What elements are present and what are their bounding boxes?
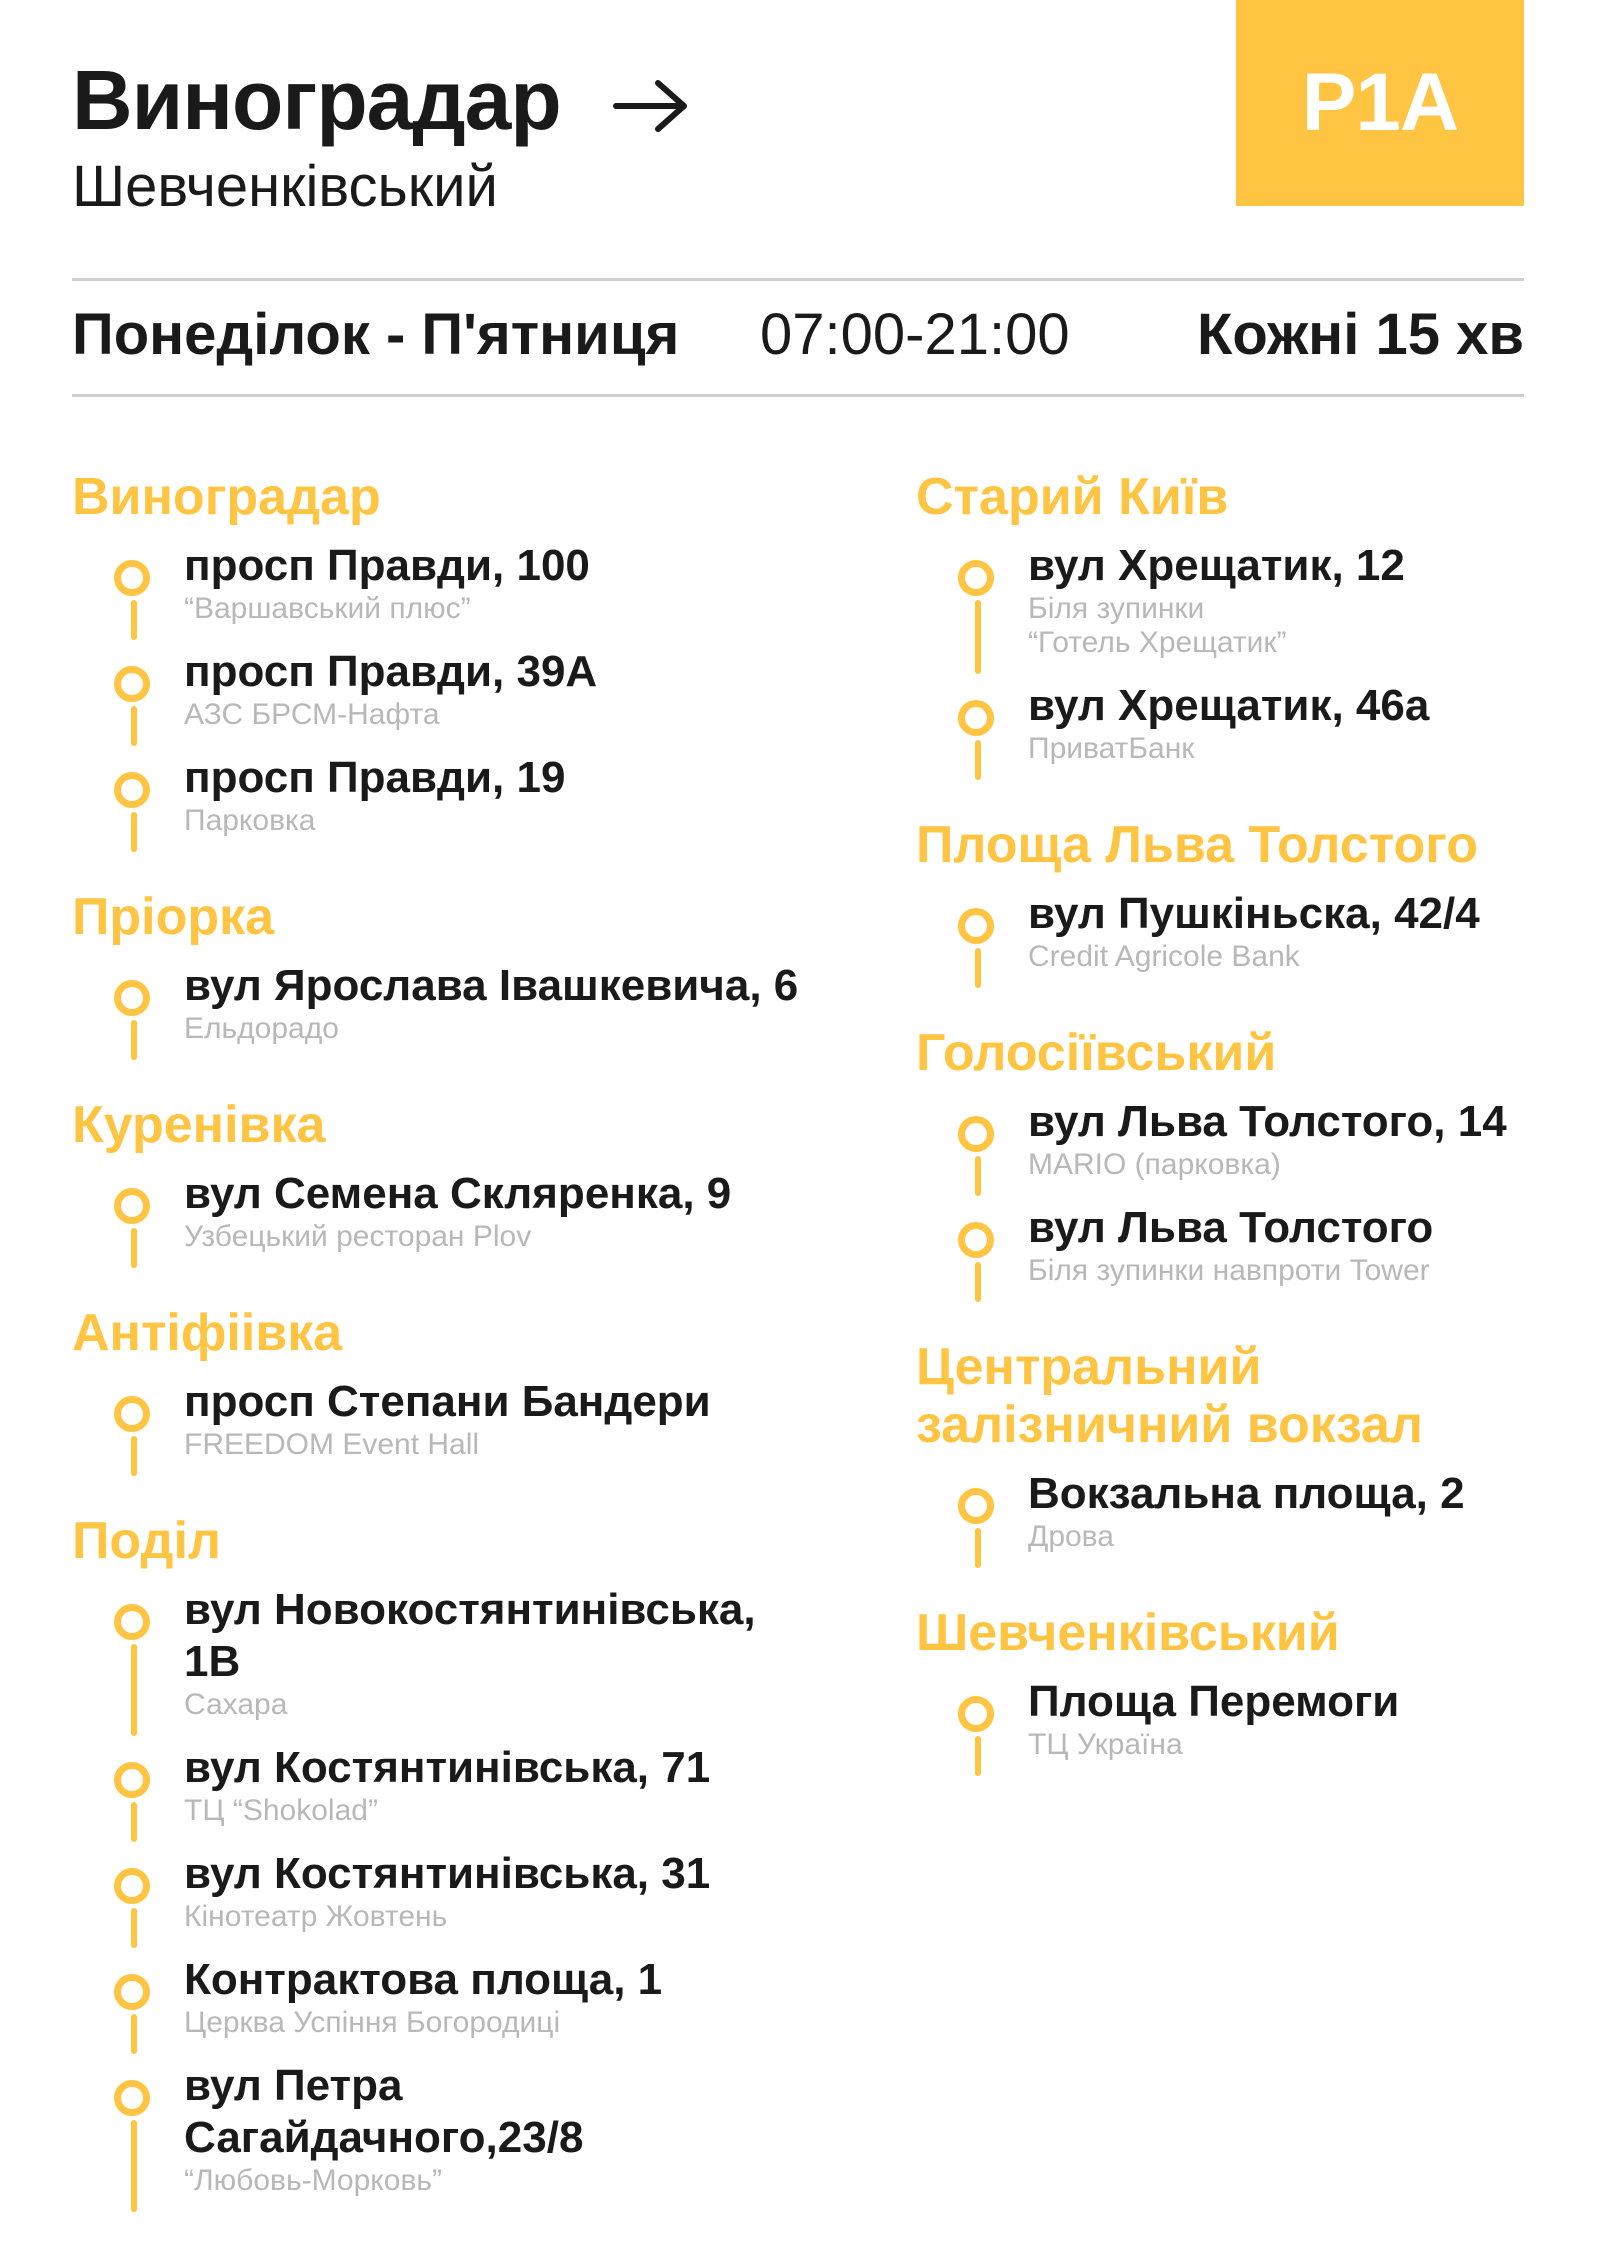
stop-item [916, 540, 1600, 680]
stop-landmark: “Варшавський плюс” [184, 592, 471, 625]
route-line [131, 1802, 137, 1842]
stop-address: вул Семена Скляренка, 9 [184, 1169, 732, 1218]
stop-marker-icon [114, 2080, 150, 2116]
stop-item [72, 1742, 812, 1848]
district-heading: Пріорка [72, 888, 275, 946]
stop-address: просп Правди, 19 [184, 753, 566, 802]
district-group [72, 1512, 812, 2218]
stop-list [916, 1096, 1600, 1308]
district-group [916, 1338, 1600, 1574]
stop-marker-icon [114, 666, 150, 702]
stop-address: вул Петра Сагайдачного,23/8 [184, 2061, 584, 2162]
stop-marker-icon [114, 772, 150, 808]
right-stop-column [916, 468, 1600, 1812]
stop-list [916, 540, 1600, 786]
stop-item [72, 646, 812, 752]
route-code: Р1А [1301, 57, 1459, 148]
stop-landmark: Ельдорадо [184, 1012, 339, 1045]
route-line [131, 1020, 137, 1060]
stop-address: Площа Перемоги [1028, 1677, 1400, 1726]
stop-address: Вокзальна площа, 2 [1028, 1469, 1465, 1518]
district-heading: Поділ [72, 1512, 221, 1570]
route-line [131, 1908, 137, 1948]
district-group [916, 1024, 1600, 1308]
stop-item [916, 680, 1600, 786]
stop-landmark: “Любовь-Морковь” [184, 2164, 443, 2197]
left-stop-column [72, 468, 812, 2248]
district-heading: Центральний залізничний вокзал [916, 1338, 1423, 1454]
route-origin: Виноградар [72, 53, 561, 147]
stop-list [72, 960, 812, 1066]
stop-landmark: Біля зупинки “Готель Хрещатик” [1028, 592, 1287, 659]
stop-marker-icon [958, 700, 994, 736]
route-line [131, 2120, 137, 2212]
stop-address: вул Костянтинівська, 31 [184, 1849, 711, 1898]
route-line [131, 1228, 137, 1268]
route-line [975, 1528, 981, 1568]
district-group [916, 468, 1600, 786]
stop-item [916, 888, 1600, 994]
route-line [975, 1156, 981, 1196]
stop-list [72, 1584, 812, 2218]
stop-marker-icon [114, 560, 150, 596]
stop-list [916, 1468, 1600, 1574]
stop-marker-icon [114, 1762, 150, 1798]
district-group [916, 1604, 1600, 1782]
route-line [131, 2014, 137, 2054]
stop-item [72, 540, 812, 646]
stop-landmark: Кінотеатр Жовтень [184, 1900, 448, 1933]
stop-marker-icon [958, 560, 994, 596]
district-group [72, 888, 812, 1066]
stop-item [916, 1096, 1600, 1202]
stop-item [916, 1676, 1600, 1782]
stop-address: вул Льва Толстого [1028, 1203, 1434, 1252]
stop-landmark: Credit Agricole Bank [1028, 940, 1300, 973]
route-badge [1236, 0, 1524, 206]
district-heading: Куренівка [72, 1096, 326, 1154]
stop-marker-icon [114, 1396, 150, 1432]
schedule-days: Понеділок - П'ятниця [72, 302, 680, 367]
stop-marker-icon [114, 980, 150, 1016]
district-heading: Виноградар [72, 468, 381, 526]
stop-address: просп Правди, 39А [184, 647, 598, 696]
stop-item [916, 1202, 1600, 1308]
stop-list [72, 1376, 812, 1482]
district-group [916, 816, 1600, 994]
route-line [131, 1436, 137, 1476]
divider [72, 278, 1524, 281]
stop-item [72, 1954, 812, 2060]
stop-marker-icon [958, 908, 994, 944]
route-line [975, 600, 981, 674]
divider [72, 394, 1524, 397]
stop-landmark: Церква Успіння Богородиці [184, 2006, 561, 2039]
stop-item [72, 960, 812, 1066]
stop-address: просп Правди, 100 [184, 541, 590, 590]
stop-list [916, 1676, 1600, 1782]
stop-landmark: Парковка [184, 804, 316, 837]
stop-address: вул Хрещатик, 46а [1028, 681, 1430, 730]
route-destination: Шевченківський [72, 154, 498, 219]
stop-marker-icon [114, 1604, 150, 1640]
district-heading: Старий Київ [916, 468, 1229, 526]
stop-list [916, 888, 1600, 994]
route-line [131, 706, 137, 746]
stop-landmark: ТЦ “Shokolad” [184, 1794, 378, 1827]
stop-marker-icon [958, 1116, 994, 1152]
stop-landmark: ТЦ Україна [1028, 1728, 1183, 1761]
district-heading: Антіфіівка [72, 1304, 343, 1362]
stop-landmark: MARIO (парковка) [1028, 1148, 1281, 1181]
stop-list [72, 1168, 812, 1274]
route-line [975, 1736, 981, 1776]
route-line [975, 948, 981, 988]
stop-address: вул Ярослава Івашкевича, 6 [184, 961, 799, 1010]
district-heading: Площа Льва Толстого [916, 816, 1478, 874]
stop-landmark: ПриватБанк [1028, 732, 1195, 765]
stop-address: вул Хрещатик, 12 [1028, 541, 1405, 590]
stop-landmark: Дрова [1028, 1520, 1114, 1553]
district-group [72, 468, 812, 858]
stop-address: вул Пушкіньска, 42/4 [1028, 889, 1480, 938]
stop-landmark: Сахара [184, 1688, 288, 1721]
stop-marker-icon [114, 1188, 150, 1224]
schedule-frequency: Кожні 15 хв [1197, 302, 1524, 367]
stop-marker-icon [958, 1696, 994, 1732]
route-line [975, 1262, 981, 1302]
route-line [131, 600, 137, 640]
stop-address: Контрактова площа, 1 [184, 1955, 663, 2004]
route-line [131, 1644, 137, 1736]
stop-item [72, 1584, 812, 1742]
district-group [72, 1096, 812, 1274]
stop-landmark: АЗС БРСМ-Нафта [184, 698, 440, 731]
district-heading: Шевченківський [916, 1604, 1340, 1662]
district-group [72, 1304, 812, 1482]
stop-address: просп Степани Бандери [184, 1377, 711, 1426]
route-line [131, 812, 137, 852]
stop-marker-icon [958, 1222, 994, 1258]
stop-marker-icon [958, 1488, 994, 1524]
stop-item [916, 1468, 1600, 1574]
stop-address: вул Новокостянтинівська, 1В [184, 1585, 756, 1686]
district-heading: Голосіївський [916, 1024, 1277, 1082]
stop-item [72, 1168, 812, 1274]
stop-marker-icon [114, 1974, 150, 2010]
stop-item [72, 1376, 812, 1482]
schedule-hours: 07:00-21:00 [760, 302, 1070, 367]
stop-landmark: FREEDOM Event Hall [184, 1428, 480, 1461]
stop-landmark: Біля зупинки навпроти Tower [1028, 1254, 1430, 1287]
route-line [975, 740, 981, 780]
stop-item [72, 1848, 812, 1954]
stop-marker-icon [114, 1868, 150, 1904]
stop-item [72, 2060, 812, 2218]
stop-item [72, 752, 812, 858]
stop-list [72, 540, 812, 858]
stop-address: вул Костянтинівська, 71 [184, 1743, 711, 1792]
stop-address: вул Льва Толстого, 14 [1028, 1097, 1507, 1146]
stop-landmark: Узбецький ресторан Plov [184, 1220, 532, 1253]
arrow-right-icon [612, 78, 690, 134]
